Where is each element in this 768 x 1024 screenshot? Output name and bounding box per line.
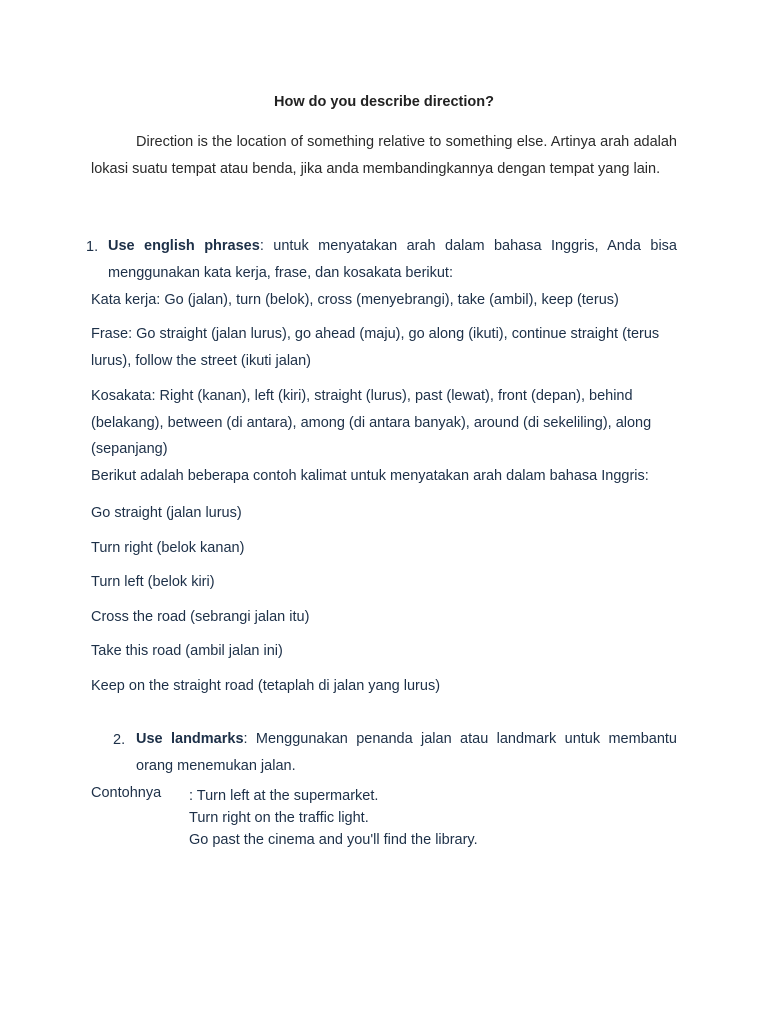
section-2-heading: Use landmarks [136, 731, 244, 747]
section-2-item [136, 726, 677, 780]
example-2: Turn right (belok kanan) [91, 540, 245, 556]
section-2-number: 2. [113, 732, 126, 748]
section-2-text: : Menggunakan penanda jalan atau landmark untuk membantu orang menemukan jalan. [136, 731, 677, 774]
contohnya-item-1: : Turn left at the supermarket. [189, 788, 379, 804]
kosakata-paragraph: Kosakata: Right (kanan), left (kiri), straight (lurus), past (lewat), front (depan), behind (belakang), between (di antara), among (di antara banyak), around (di sekeliling), along (sepanjang) [91, 388, 652, 457]
contohnya-item-2: Turn right on the traffic light. [189, 810, 369, 826]
contohnya-list [189, 785, 478, 851]
section-1-heading: Use english phrases [108, 238, 260, 254]
document-title: How do you describe direction? [274, 94, 494, 110]
example-1: Go straight (jalan lurus) [91, 505, 242, 521]
contohnya-item-3: Go past the cinema and you'll find the library. [189, 832, 478, 848]
section-1-text: : untuk menyatakan arah dalam bahasa Inggris, Anda bisa menggunakan kata kerja, frase, dan kosakata berikut: [108, 238, 677, 281]
contohnya-label: Contohnya [91, 785, 162, 801]
example-5: Take this road (ambil jalan ini) [91, 643, 283, 659]
frase-paragraph: Frase: Go straight (jalan lurus), go ahead (maju), go along (ikuti), continue straight (terus lurus), follow the street (ikuti jalan) [91, 326, 660, 369]
intro-paragraph: Direction is the location of something relative to something else. Artinya arah adalah lokasi suatu tempat atau benda, jika anda membandingkannya dengan tempat yang lain. [91, 134, 677, 177]
example-4: Cross the road (sebrangi jalan itu) [91, 609, 310, 625]
example-6: Keep on the straight road (tetaplah di jalan yang lurus) [91, 678, 441, 694]
section-1-item [108, 233, 677, 287]
section-1-number: 1. [86, 239, 99, 255]
berikut-line: Berikut adalah beberapa contoh kalimat untuk menyatakan arah dalam bahasa Inggris: [91, 468, 649, 484]
kata-kerja-line: Kata kerja: Go (jalan), turn (belok), cross (menyebrangi), take (ambil), keep (terus) [91, 292, 619, 308]
example-3: Turn left (belok kiri) [91, 574, 215, 590]
